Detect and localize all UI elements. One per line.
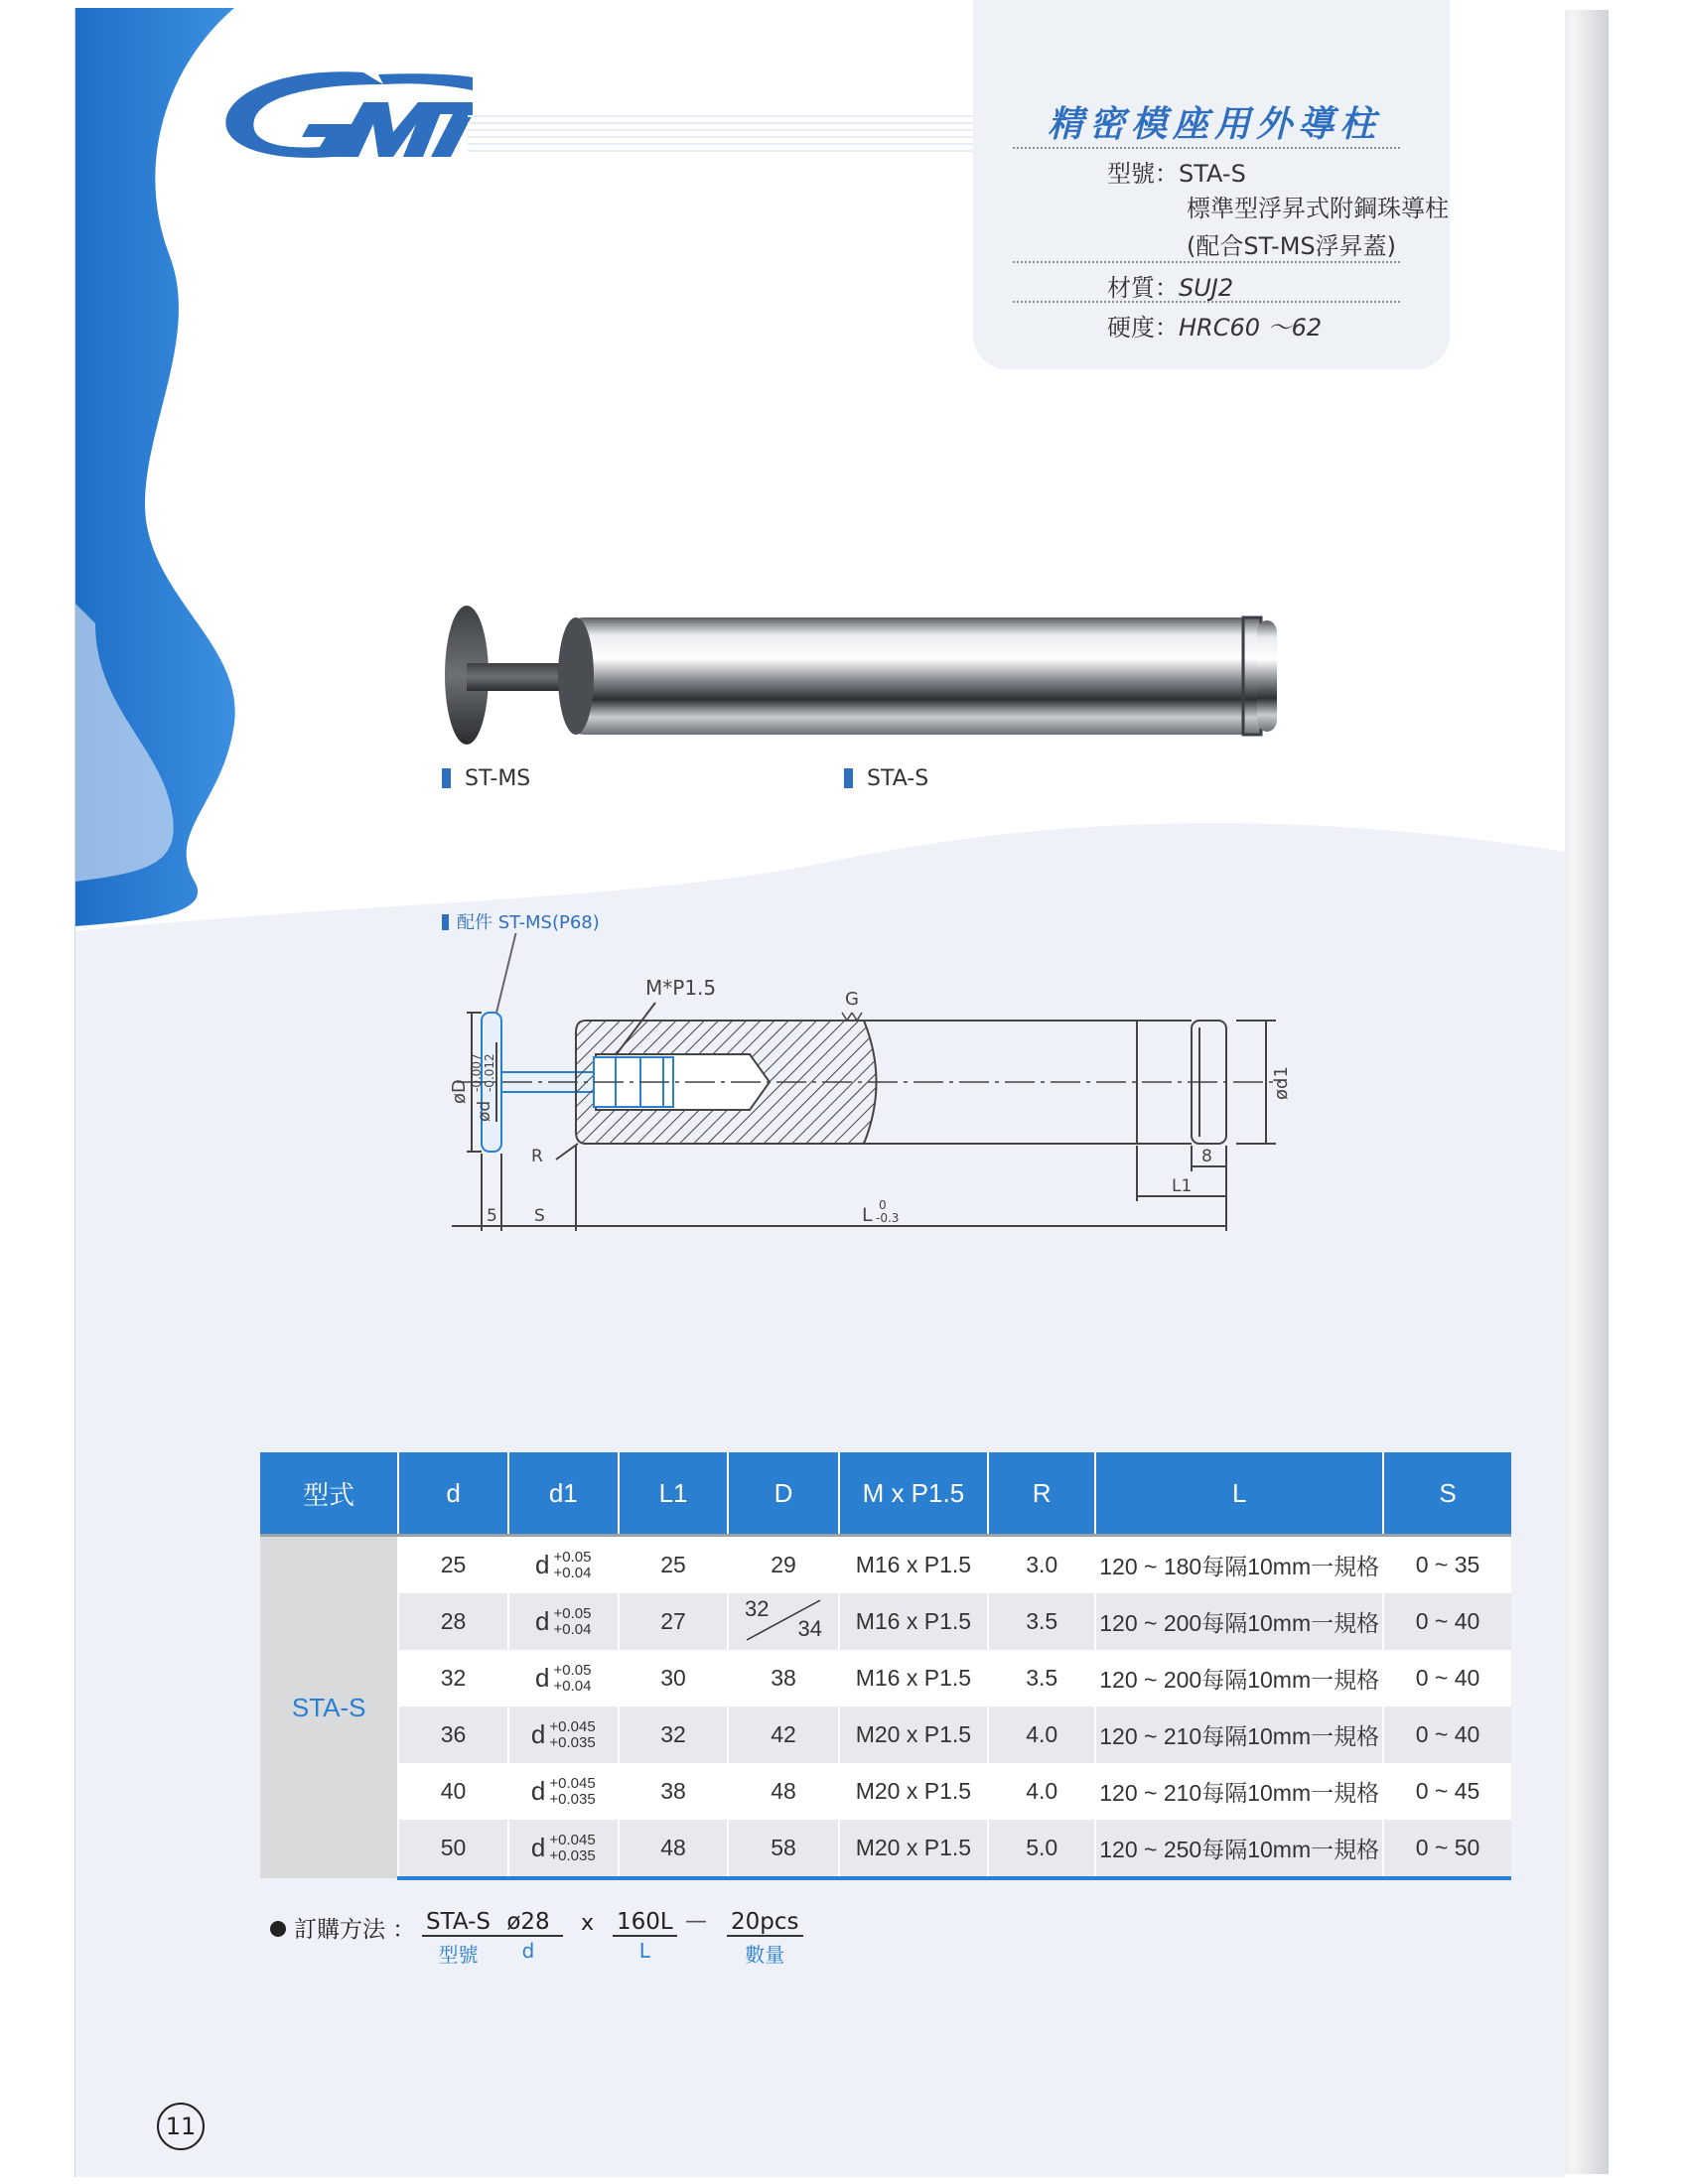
table-row [260, 1706, 1511, 1763]
table-row [260, 1650, 1511, 1706]
cell-d1: d +0.05 +0.04 [508, 1650, 619, 1706]
dim-5-label: 5 [487, 1206, 497, 1226]
cell-d: 36 [398, 1706, 507, 1763]
cell-d1: d +0.045 +0.035 [508, 1706, 619, 1763]
cell-d: 25 [398, 1536, 507, 1594]
cell-l: 120 ~ 200每隔10mm一規格 [1095, 1650, 1383, 1706]
cell-r: 3.5 [988, 1650, 1096, 1706]
cell-l1: 25 [619, 1536, 728, 1594]
material-label: 材質： [1107, 274, 1179, 302]
cell-r: 3.5 [988, 1593, 1096, 1650]
cell-thread: M20 x P1.5 [839, 1763, 988, 1820]
cell-d1: d +0.045 +0.035 [508, 1763, 619, 1820]
ordering-item-l: 160L L [613, 1909, 677, 1963]
cell-l: 120 ~ 180每隔10mm一規格 [1095, 1536, 1383, 1594]
header-decor-lines [468, 115, 1009, 155]
gmt-logo [214, 63, 473, 176]
cell-s: 0 ~ 40 [1383, 1706, 1511, 1763]
cell-s: 0 ~ 40 [1383, 1593, 1511, 1650]
ordering-sep-dash: — [685, 1909, 707, 1934]
ordering-item-qty: 20pcs 數量 [727, 1909, 803, 1968]
ordering-method [270, 1911, 415, 1944]
r-label: R [531, 1147, 543, 1166]
accessory-marker [442, 914, 449, 930]
caption-marker [442, 768, 451, 788]
description-line-2: (配合ST-MS浮昇蓋) [1187, 232, 1397, 260]
ordering-sep-x: x [581, 1911, 595, 1936]
ordering-item-model: STA-S 型號 [422, 1909, 494, 1968]
cell-thread: M20 x P1.5 [839, 1706, 988, 1763]
cell-D [728, 1593, 839, 1650]
table-row [260, 1536, 1511, 1594]
cell-d: 40 [398, 1763, 507, 1820]
dim-l-label: L [862, 1204, 873, 1226]
cell-d: 28 [398, 1593, 507, 1650]
cell-s: 0 ~ 35 [1383, 1536, 1511, 1594]
cell-r: 4.0 [988, 1763, 1096, 1820]
phi-d-upper-tol: -0.007 [470, 1053, 484, 1092]
cell-l: 120 ~ 210每隔10mm一規格 [1095, 1763, 1383, 1820]
model-value: STA-S [1179, 160, 1246, 188]
col-header: R [988, 1452, 1096, 1536]
bullet-icon [270, 1921, 286, 1937]
cell-l1: 27 [619, 1593, 728, 1650]
page-number: 11 [157, 2103, 205, 2150]
cell-r: 5.0 [988, 1820, 1096, 1878]
table-row [260, 1593, 1511, 1650]
cell-D: 42 [728, 1706, 839, 1763]
dim-l1-label: L1 [1172, 1176, 1193, 1196]
cell-D: 58 [728, 1820, 839, 1878]
cell-thread: M16 x P1.5 [839, 1536, 988, 1594]
cell-D: 48 [728, 1763, 839, 1820]
ordering-item-d: ø28 d [493, 1909, 563, 1963]
gmt-logo-graphic [214, 63, 473, 172]
product-photo [437, 596, 1291, 754]
technical-drawing [328, 933, 1340, 1271]
ordering-label: 訂購方法 ： [294, 1917, 416, 1943]
col-header: S [1383, 1452, 1511, 1536]
table-header-row [260, 1452, 1511, 1536]
divider [1013, 147, 1400, 149]
table-row [260, 1820, 1511, 1878]
cell-r: 3.0 [988, 1536, 1096, 1594]
caption-marker [844, 768, 853, 788]
cell-r: 4.0 [988, 1706, 1096, 1763]
cell-l1: 48 [619, 1820, 728, 1878]
photo-caption-sta-s: STA-S [844, 766, 928, 791]
cell-l1: 30 [619, 1650, 728, 1706]
dim-l-upper-tol: 0 [879, 1198, 887, 1212]
photo-caption-st-ms: ST-MS [442, 766, 530, 791]
hardness-value: HRC60 ～62 [1179, 314, 1323, 341]
material-value: SUJ2 [1179, 274, 1234, 302]
cell-d1: d +0.05 +0.04 [508, 1536, 619, 1594]
product-title: 精密模座用外導柱 [1048, 104, 1382, 145]
thread-label: M*P1.5 [645, 976, 717, 1000]
cell-thread: M16 x P1.5 [839, 1593, 988, 1650]
hardness-line [1107, 308, 1322, 342]
phi-d1-label: ød1 [1271, 1066, 1292, 1100]
dim-s-label: S [534, 1206, 545, 1226]
col-header: 型式 [260, 1452, 398, 1536]
table-row [260, 1763, 1511, 1820]
g-label: G [845, 989, 859, 1010]
phi-d-lower-tol: -0.012 [483, 1053, 496, 1092]
phi-d-label: ød [475, 1100, 494, 1122]
cell-d1: d +0.05 +0.04 [508, 1593, 619, 1650]
cell-d: 32 [398, 1650, 507, 1706]
cell-l1: 32 [619, 1706, 728, 1763]
spec-table [260, 1452, 1511, 1880]
cell-s: 0 ~ 40 [1383, 1650, 1511, 1706]
col-header: d [398, 1452, 507, 1536]
cell-l: 120 ~ 200每隔10mm一規格 [1095, 1593, 1383, 1650]
phi-d-big-label: øD [449, 1079, 470, 1104]
col-header: M x P1.5 [839, 1452, 988, 1536]
cell-d1: d +0.045 +0.035 [508, 1820, 619, 1878]
cell-D: 38 [728, 1650, 839, 1706]
cell-l1: 38 [619, 1763, 728, 1820]
description-line-1: 標準型浮昇式附鋼珠導柱 [1187, 195, 1449, 222]
dim-l-lower-tol: -0.3 [876, 1211, 900, 1225]
cell-l: 120 ~ 210每隔10mm一規格 [1095, 1706, 1383, 1763]
split-value: 32 34 [745, 1595, 823, 1641]
cell-thread: M16 x P1.5 [839, 1650, 988, 1706]
col-header: L [1095, 1452, 1383, 1536]
col-header: L1 [619, 1452, 728, 1536]
cell-thread: M20 x P1.5 [839, 1820, 988, 1878]
cell-l: 120 ~ 250每隔10mm一規格 [1095, 1820, 1383, 1878]
hardness-label: 硬度： [1107, 314, 1179, 341]
divider [1013, 301, 1400, 303]
cell-d: 50 [398, 1820, 507, 1878]
col-header: d1 [508, 1452, 619, 1536]
cell-D: 29 [728, 1536, 839, 1594]
model-label: 型號： [1107, 160, 1179, 188]
cell-s: 0 ~ 50 [1383, 1820, 1511, 1878]
model-cell: STA-S [260, 1536, 398, 1879]
dim-8-label: 8 [1201, 1147, 1212, 1166]
accessory-label: 配件 ST-MS(P68) [442, 908, 600, 934]
cell-s: 0 ~ 45 [1383, 1763, 1511, 1820]
divider [1013, 261, 1400, 263]
col-header: D [728, 1452, 839, 1536]
material-line [1107, 268, 1233, 303]
model-line [1107, 154, 1246, 189]
